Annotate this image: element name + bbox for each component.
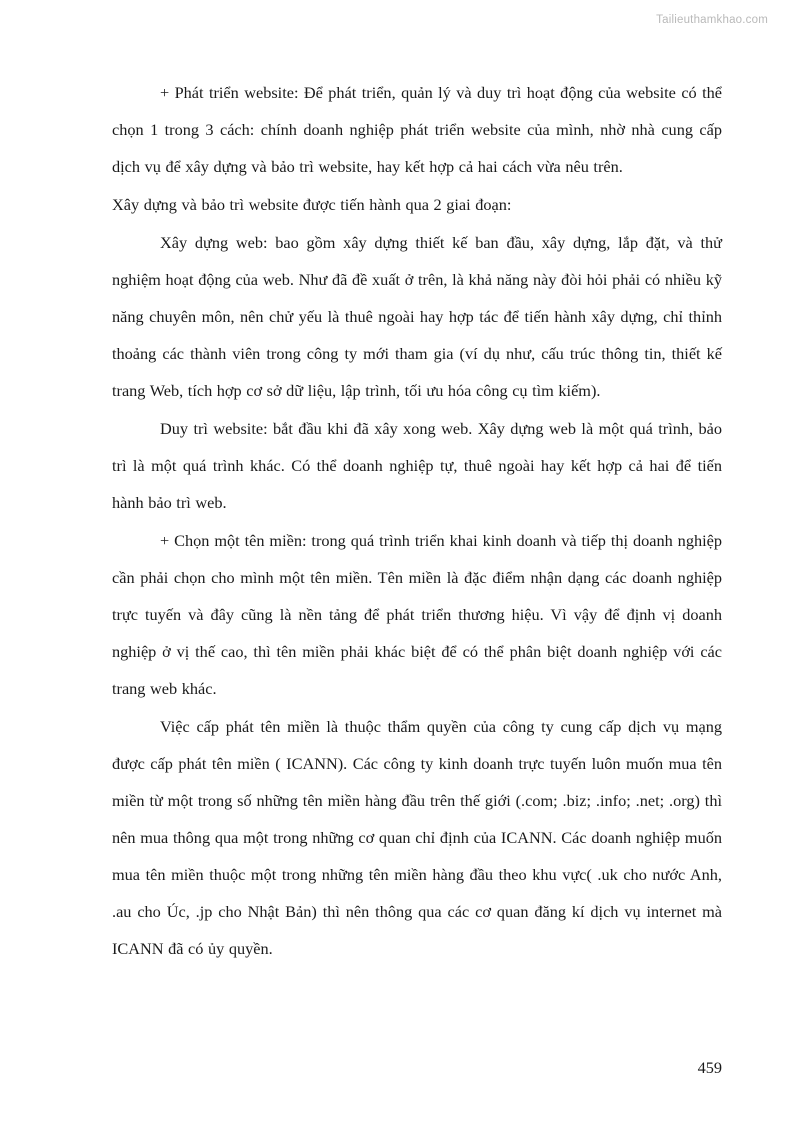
paragraph: + Chọn một tên miền: trong quá trình triển khai kinh doanh và tiếp thị doanh nghiệp cần phải chọn cho mình một tên miền. Tên miền là đặc điểm nhận dạng các doanh nghiệp trực tuyến và đây cũng là nền tảng để phát triển thương hiệu. Vì vậy để định vị doanh nghiệp ở vị thế cao, thì tên miền phải khác biệt để có thể phân biệt doanh nghiệp với các trang web khác. <box>112 531 722 698</box>
document-body <box>112 74 722 1077</box>
paragraph: Xây dựng và bảo trì website được tiến hành qua 2 giai đoạn: <box>112 195 512 214</box>
paragraph: Duy trì website: bắt đầu khi đã xây xong web. Xây dựng web là một quá trình, bảo trì là một quá trình khác. Có thể doanh nghiệp tự, thuê ngoài hay kết hợp cả hai để tiến hành bảo trì web. <box>112 419 722 512</box>
paragraph: Việc cấp phát tên miền là thuộc thẩm quyền của công ty cung cấp dịch vụ mạng được cấp phát tên miền ( ICANN). Các công ty kinh doanh trực tuyến luôn muốn mua tên miền từ một trong số những tên miền hàng đầu trên thế giới (.com; .biz; .info; .net; .org) thì nên mua thông qua một trong những cơ quan chỉ định của ICANN. Các doanh nghiệp muốn mua tên miền thuộc một trong những tên miền hàng đầu theo khu vực( .uk cho nước Anh, .au cho Úc, .jp cho Nhật Bản) thì nên thông qua các cơ quan đăng kí dịch vụ internet mà ICANN đã có ủy quyền. <box>112 717 722 958</box>
paragraph: + Phát triển website: Để phát triển, quản lý và duy trì hoạt động của website có thể chọn 1 trong 3 cách: chính doanh nghiệp phát triển website của mình, nhờ nhà cung cấp dịch vụ để xây dựng và bảo trì website, hay kết hợp cả hai cách vừa nêu trên. <box>112 83 722 176</box>
page-number: 459 <box>697 1058 722 1077</box>
watermark-text: Tailieuthamkhao.com <box>656 14 768 26</box>
paragraph: Xây dựng web: bao gồm xây dựng thiết kế ban đầu, xây dựng, lắp đặt, và thử nghiệm hoạt động của web. Như đã đề xuất ở trên, là khả năng này đòi hỏi phải có nhiều kỹ năng chuyên môn, nên chử yếu là thuê ngoài hay hợp tác để tiến hành xây dựng, chỉ thỉnh thoảng các thành viên trong công ty mới tham gia (ví dụ như, cấu trúc thông tin, thiết kế trang Web, tích hợp cơ sở dữ liệu, lập trình, tối ưu hóa công cụ tìm kiếm). <box>112 233 722 400</box>
